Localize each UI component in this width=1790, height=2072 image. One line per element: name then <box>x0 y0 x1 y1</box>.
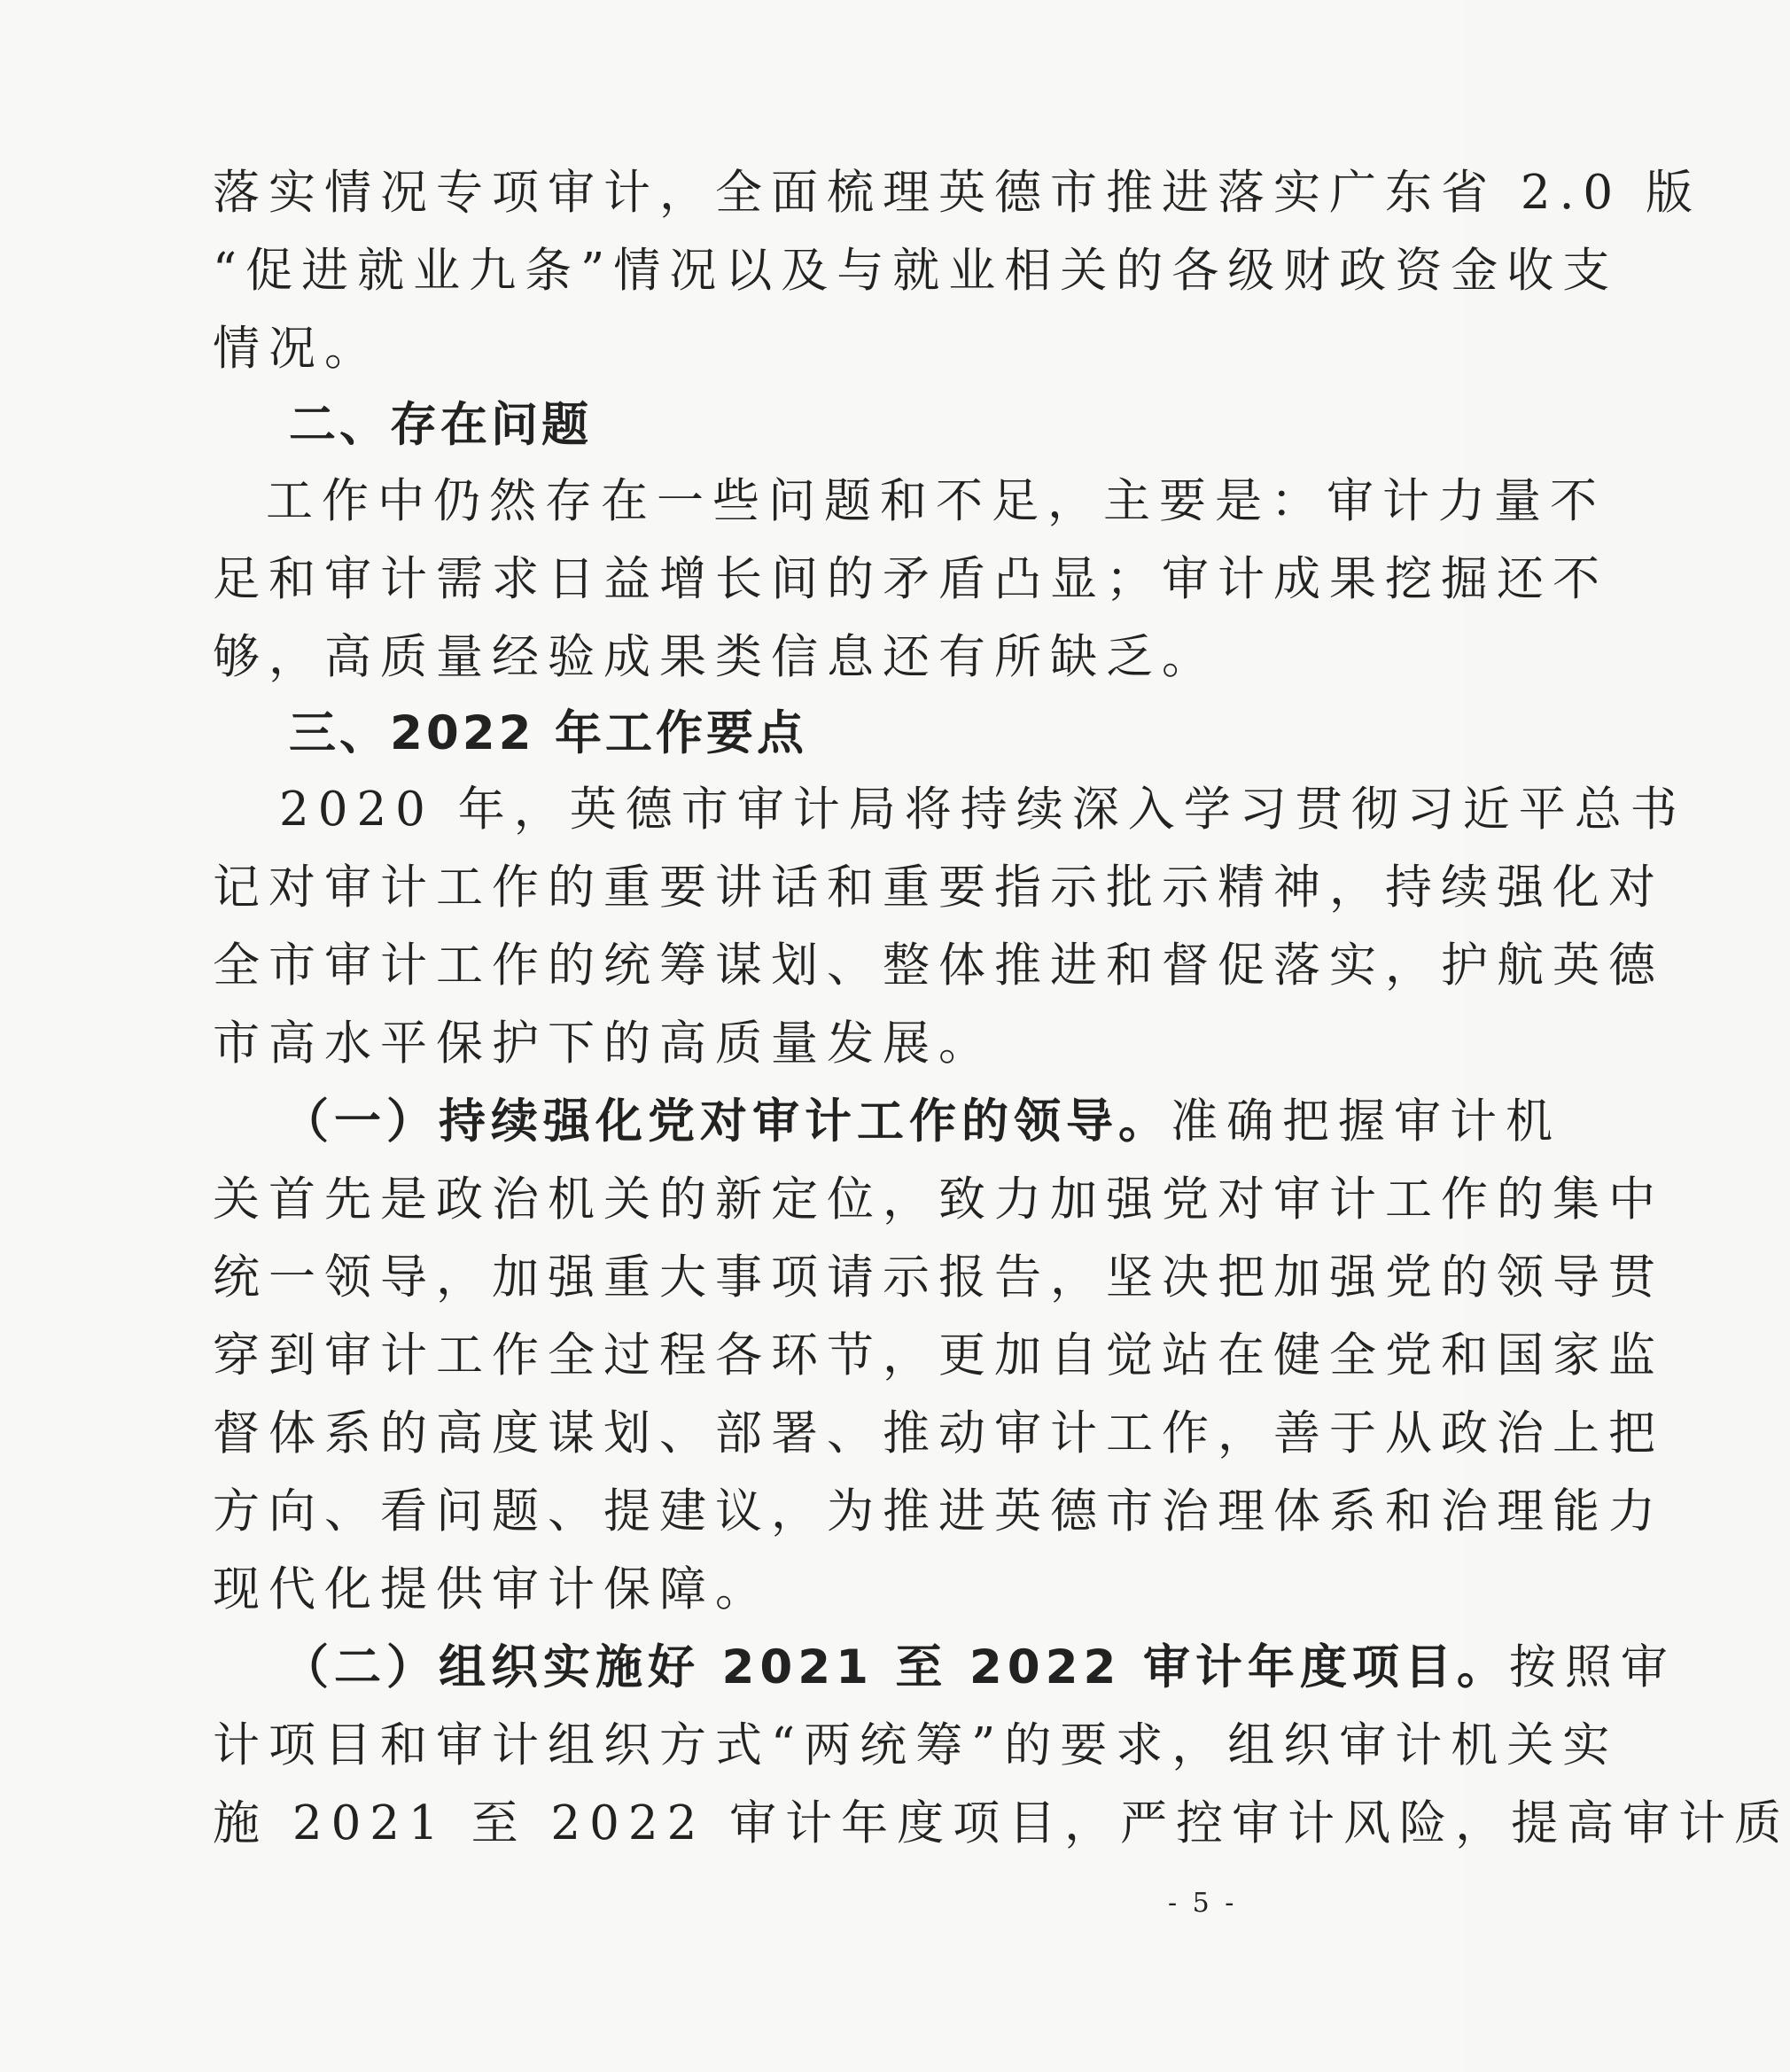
text-line: 关首先是政治机关的新定位，致力加强党对审计工作的集中 <box>213 1172 1664 1227</box>
subsection-line <box>282 1640 1677 1694</box>
section-heading: 二、存在问题 <box>289 398 592 452</box>
text-line: 2020 年，英德市审计局将持续深入学习贯彻习近平总书 <box>279 783 1686 837</box>
subsection-heading: （一）持续强化党对审计工作的领导。 <box>282 1094 1171 1149</box>
text-line: 督体系的高度谋划、部署、推动审计工作，善于从政治上把 <box>213 1406 1664 1461</box>
text-line: 工作中仍然存在一些问题和不足，主要是：审计力量不 <box>266 474 1606 528</box>
subsection-line <box>282 1094 1561 1149</box>
text-line: 施 2021 至 2022 审计年度项目，严控审计风险，提高审计质 <box>213 1796 1790 1850</box>
page-number: - 5 - <box>1168 1888 1238 1919</box>
text-line: 落实情况专项审计，全面梳理英德市推进落实广东省 2.0 版 <box>213 166 1701 220</box>
text-line: 穿到审计工作全过程各环节，更加自觉站在健全党和国家监 <box>213 1328 1664 1383</box>
text-line: 计项目和审计组织方式“两统筹”的要求，组织审计机关实 <box>213 1718 1619 1772</box>
text-line: 市高水平保护下的高质量发展。 <box>213 1017 994 1071</box>
subsection-text: 准确把握审计机 <box>1171 1094 1561 1149</box>
text-line: 足和审计需求日益增长间的矛盾凸显；审计成果挖掘还不 <box>213 552 1608 606</box>
section-heading: 三、2022 年工作要点 <box>289 706 807 760</box>
subsection-text: 按照审 <box>1508 1640 1677 1694</box>
text-line: 统一领导，加强重大事项请示报告，坚决把加强党的领导贯 <box>213 1250 1664 1305</box>
text-line: 记对审计工作的重要讲话和重要指示批示精神，持续强化对 <box>213 861 1664 915</box>
text-line: 情况。 <box>213 322 380 376</box>
text-line: 全市审计工作的统筹谋划、整体推进和督促落实，护航英德 <box>213 939 1664 993</box>
text-line: “促进就业九条”情况以及与就业相关的各级财政资金收支 <box>213 244 1619 298</box>
text-line: 够，高质量经验成果类信息还有所缺乏。 <box>213 630 1218 684</box>
subsection-heading: （二）组织实施好 2021 至 2022 审计年度项目。 <box>282 1640 1509 1694</box>
text-line: 方向、看问题、提建议，为推进英德市治理体系和治理能力 <box>213 1484 1664 1538</box>
text-line: 现代化提供审计保障。 <box>213 1562 771 1616</box>
